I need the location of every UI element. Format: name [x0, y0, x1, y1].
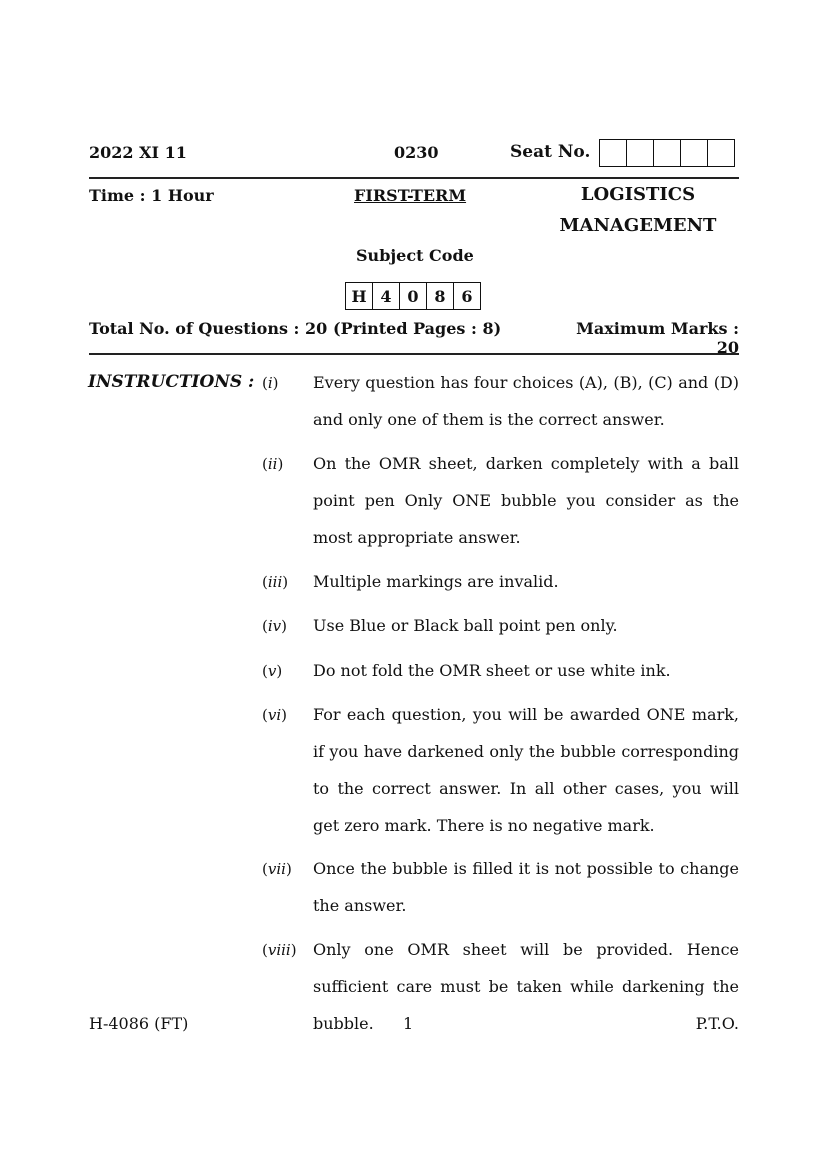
footer-paper-code: H-4086 (FT) [89, 1014, 189, 1033]
instruction-text: Every question has four choices (A), (B), (C) and (D) and only one of them is the correct answer. [313, 373, 739, 429]
subject-title-line2: MANAGEMENT [559, 215, 717, 236]
instruction-text: Multiple markings are invalid. [313, 572, 559, 591]
header-divider-top [89, 177, 739, 179]
instruction-number: (iii) [262, 573, 289, 591]
subject-code-digit: 4 [373, 283, 400, 309]
instruction-number: (vii) [262, 860, 292, 878]
subject-code-label: Subject Code [356, 246, 474, 265]
page-number: 1 [403, 1014, 414, 1033]
subject-code-digit: H [346, 283, 373, 309]
instruction-text: Do not fold the OMR sheet or use white ink. [313, 661, 671, 680]
instruction-number: (v) [262, 662, 283, 680]
paper-code-center: 0230 [394, 143, 439, 162]
instruction-text: For each question, you will be awarded ONE mark, if you have darkened only the bubble corresponding to the correct answer. In all other cases, you will get zero mark. There is no negative mark. [313, 705, 739, 835]
instruction-text: Use Blue or Black ball point pen only. [313, 616, 618, 635]
seat-number-boxes[interactable] [599, 139, 735, 167]
instruction-number: (iv) [262, 617, 287, 635]
seat-number-label: Seat No. [510, 142, 591, 162]
exam-duration: Time : 1 Hour [89, 186, 214, 205]
seat-number-box[interactable] [708, 140, 734, 166]
instruction-number: (ii) [262, 455, 284, 473]
instruction-text: Once the bubble is filled it is not possible to change the answer. [313, 859, 739, 915]
subject-code-boxes [345, 282, 481, 310]
printed-pages: (Printed Pages : 8) [333, 319, 502, 338]
instruction-number: (viii) [262, 941, 297, 959]
maximum-marks: Maximum Marks : 20 [576, 319, 739, 357]
seat-number-box[interactable] [600, 140, 627, 166]
seat-number-box[interactable] [627, 140, 654, 166]
instructions-heading: INSTRUCTIONS : [88, 372, 255, 392]
seat-number-box[interactable] [654, 140, 681, 166]
total-questions: Total No. of Questions : 20 [89, 319, 328, 338]
instruction-number: (i) [262, 374, 279, 392]
instruction-number: (vi) [262, 706, 287, 724]
subject-title-line1: LOGISTICS [580, 184, 696, 205]
paper-code-left: 2022 XI 11 [89, 143, 187, 162]
instruction-text: Only one OMR sheet will be provided. Hence sufficient care must be taken while darkening the bubble. [313, 940, 739, 1033]
header-divider-bottom [89, 353, 739, 355]
exam-term: FIRST-TERM [354, 186, 467, 205]
please-turn-over: P.T.O. [695, 1014, 739, 1033]
subject-code-digit: 6 [461, 286, 473, 306]
subject-code-digit: 0 [400, 283, 427, 309]
seat-number-box[interactable] [681, 140, 708, 166]
instruction-text: On the OMR sheet, darken completely with a ball point pen Only ONE bubble you consider as the most appropriate answer. [313, 454, 739, 547]
subject-code-digit: 8 [427, 283, 454, 309]
